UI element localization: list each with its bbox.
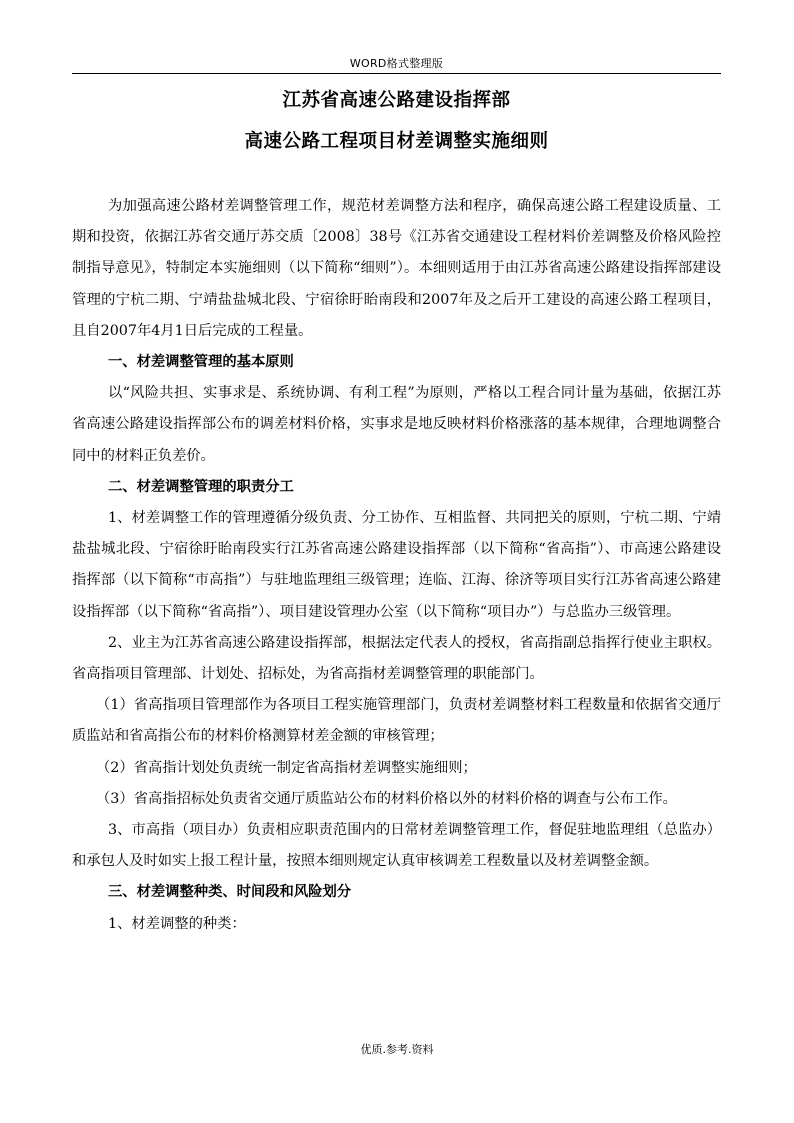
section2-item-1: （1）省高指项目管理部作为各项目工程实施管理部门，负责材差调整材料工程数量和依据省交通厅质监站和省高指公布的材料价格测算材差金额的审核管理；: [72, 697, 721, 745]
section2-heading: 二、材差调整管理的职责分工: [108, 478, 294, 495]
section3-heading: 三、材差调整种类、时间段和风险划分: [108, 884, 352, 901]
intro-paragraph: 为加强高速公路材差调整管理工作，规范材差调整方法和程序，确保高速公路工程建设质量、工期和投资，依据江苏省交通厅苏交质〔2008〕38号《江苏省交通建设工程材料价差调整及价格风险控制指导意见》，特制定本实施细则（以下简称“细则”）。本细则适用于由江苏省高速公路建设指挥部建设管理的宁杭二期、宁靖盐盐城北段、宁宿徐盱眙南段和2007年及之后开工建设的高速公路工程项目，且自2007年4月1日后完成的工程量。: [72, 198, 721, 339]
section1-heading: 一、材差调整管理的基本原则: [108, 354, 294, 371]
section2-paragraph-2: 2、业主为江苏省高速公路建设指挥部，根据法定代表人的授权，省高指副总指挥行使业主职权。省高指项目管理部、计划处、招标处，为省高指材差调整管理的职能部门。: [72, 634, 721, 683]
document-title-line2: 高速公路工程项目材差调整实施细则: [244, 131, 549, 152]
section2-paragraph-3: 3、市高指（项目办）负责相应职责范围内的日常材差调整管理工作，督促驻地监理组（总监办）和承包人及时如实上报工程计量，按照本细则规定认真审核调差工程数量以及材差调整金额。: [72, 822, 721, 870]
section2-paragraph-1: 1、材差调整工作的管理遵循分级负责、分工协作、互相监督、共同把关的原则，宁杭二期、宁靖盐盐城北段、宁宿徐盱眙南段实行江苏省高速公路建设指挥部（以下简称“省高指”）、市高速公路建设指挥部（以下简称“市高指”）与驻地监理组三级管理；连临、江海、徐济等项目实行江苏省高速公路建设指挥部（以下简称“省高指”）、项目建设管理办公室（以下简称“项目办”）与总监办三级管理。: [72, 510, 721, 620]
section1-paragraph: 以“风险共担、实事求是、系统协调、有利工程”为原则，严格以工程合同计量为基础，依据江苏省高速公路建设指挥部公布的调差材料价格，实事求是地反映材料价格涨落的基本规律，合理地调整合同中的材料正负差价。: [72, 385, 721, 464]
section2-item-3: （3）省高指招标处负责省交通厅质监站公布的材料价格以外的材料价格的调查与公布工作。: [96, 790, 677, 807]
document-title-line1: 江苏省高速公路建设指挥部: [282, 90, 511, 111]
header-divider: [72, 73, 721, 74]
page-footer: 优质.参考.资料: [360, 1043, 434, 1056]
section3-paragraph-1: 1、材差调整的种类：: [108, 915, 246, 932]
document-body: [72, 191, 721, 940]
page-header: WORD格式整理版: [349, 57, 444, 70]
section2-item-2: （2）省高指计划处负责统一制定省高指材差调整实施细则；: [96, 759, 477, 776]
